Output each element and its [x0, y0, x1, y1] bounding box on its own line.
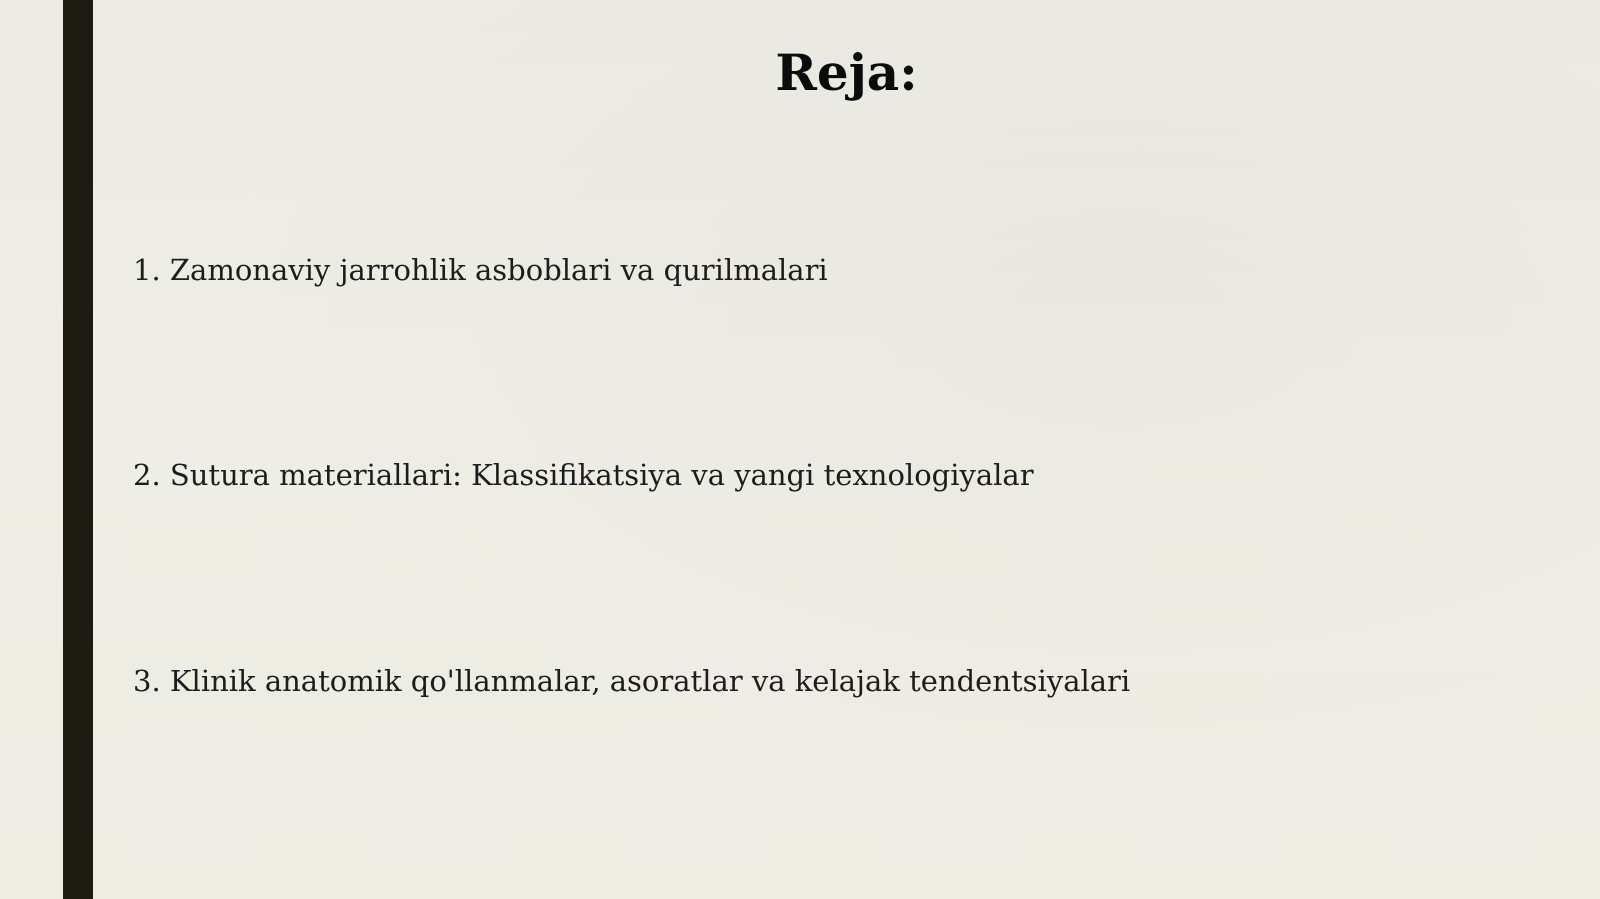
agenda-item-2: 2. Sutura materiallari: Klassifikatsiya va yangi texnologiyalar — [133, 458, 1034, 492]
agenda-item-1: 1. Zamonaviy jarrohlik asboblari va qurilmalari — [133, 253, 828, 287]
accent-side-bar — [63, 0, 93, 899]
agenda-item-3: 3. Klinik anatomik qo'llanmalar, asoratlar va kelajak tendentsiyalari — [133, 664, 1131, 698]
slide-title: Reja: — [775, 43, 918, 102]
